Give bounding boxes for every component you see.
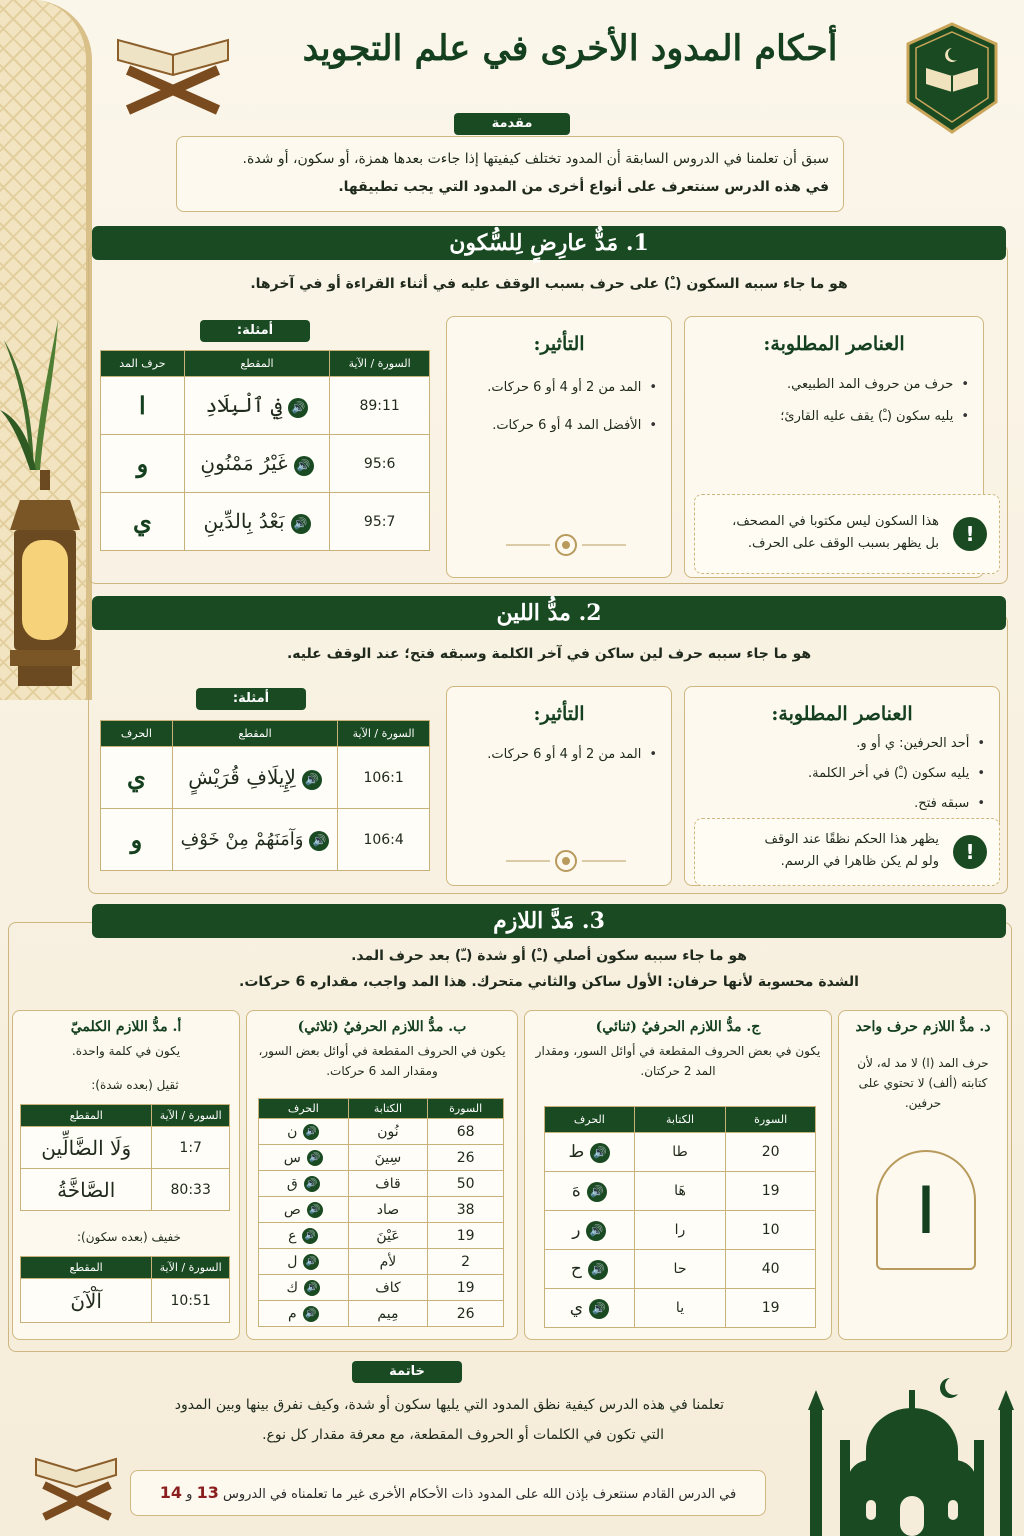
section-2-definition: هو ما جاء سببه حرف لين ساكن في آخر الكلمة وسبقه فتح؛ عند الوقف عليه.	[286, 646, 812, 662]
surah-cell: 26	[428, 1301, 504, 1327]
s1-effect: • المد من 2 أو 4 أو 6 حركات.	[461, 369, 657, 407]
letter-text: ن	[287, 1123, 298, 1140]
s1-note	[694, 494, 1000, 574]
next-lesson-box	[130, 1470, 766, 1516]
ref-cell: 106:1	[338, 747, 430, 809]
page-title: أحكام المدود الأخرى في علم التجويد	[302, 28, 838, 69]
surah-cell: 40	[726, 1250, 816, 1289]
s2-element: • يليه سكون (ـْ) في أخر الكلمة.	[699, 759, 985, 789]
table-row	[101, 747, 430, 809]
letter-cell: ي	[101, 493, 185, 551]
word-cell	[172, 747, 337, 809]
letter-cell: و	[101, 809, 173, 871]
table-row	[101, 377, 430, 435]
letter-text: م	[287, 1305, 297, 1322]
table-row	[21, 1127, 230, 1169]
s3-b-desc: يكون في الحروف المقطعة في أوائل بعض السور، ومقدار المد 6 حركات.	[258, 1044, 506, 1078]
letter-cell	[259, 1249, 349, 1275]
table-row	[259, 1119, 504, 1145]
speaker-icon[interactable]: 🔊	[288, 398, 308, 418]
ref-cell: 106:4	[338, 809, 430, 871]
surah-cell: 2	[428, 1249, 504, 1275]
table-row	[259, 1275, 504, 1301]
intro-box	[176, 136, 844, 212]
col-header: الكتابة	[634, 1107, 726, 1133]
letter-text: ع	[288, 1227, 297, 1244]
speaker-icon[interactable]: 🔊	[590, 1143, 610, 1163]
mosque-silhouette-icon	[800, 1370, 1024, 1536]
letter-text: ل	[287, 1253, 298, 1270]
letter-cell	[545, 1289, 635, 1328]
writing-cell: سِينَ	[348, 1145, 428, 1171]
s3-a-heavy-label: ثقيل (بعده شدة):	[91, 1078, 179, 1092]
letter-cell	[545, 1133, 635, 1172]
surah-cell: 50	[428, 1171, 504, 1197]
letter-cell: ا	[101, 377, 185, 435]
section-3-definition-2: الشدة محسوبة لأنها حرفان: الأول ساكن والثاني متحرك. هذا المد واجب، مقداره 6 حركات.	[239, 974, 859, 990]
letter-cell	[259, 1171, 349, 1197]
letter-text: هَ	[571, 1180, 581, 1201]
speaker-icon[interactable]: 🔊	[302, 770, 322, 790]
speaker-icon[interactable]: 🔊	[294, 456, 314, 476]
table-row	[259, 1197, 504, 1223]
word-cell	[184, 493, 330, 551]
section-1-title: 1. مَدٌّ عارِضٍ لِلسُّكون	[92, 226, 1006, 260]
letter-cell	[545, 1250, 635, 1289]
next-lesson-text: في الدرس القادم سنتعرف بإذن الله على المدود ذات الأحكام الأخرى غير ما تعلمناه في الدروس	[223, 1487, 737, 1502]
s1-note-line-1: هذا السكون ليس مكتوبا في المصحف،	[732, 514, 939, 529]
writing-cell: حا	[634, 1250, 726, 1289]
letter-cell: ي	[101, 747, 173, 809]
speaker-icon[interactable]: 🔊	[307, 1150, 323, 1166]
surah-cell: 19	[428, 1223, 504, 1249]
table-row	[101, 435, 430, 493]
col-header: السورة / الآية	[152, 1105, 230, 1127]
speaker-icon[interactable]: 🔊	[307, 1202, 323, 1218]
speaker-icon[interactable]: 🔊	[304, 1176, 320, 1192]
word-text: وَآمَنَهُمْ مِنْ خَوْفِ	[180, 828, 304, 850]
word-cell	[184, 435, 330, 493]
word-text: فِي ٱلْبِلَادِ	[205, 393, 283, 417]
speaker-icon[interactable]: 🔊	[303, 1306, 319, 1322]
ref-cell: 80:33	[152, 1169, 230, 1211]
ref-cell: 1:7	[152, 1127, 230, 1169]
writing-cell: لأم	[348, 1249, 428, 1275]
letter-cell	[259, 1119, 349, 1145]
writing-cell: عَيْنَ	[348, 1223, 428, 1249]
s1-note-line-2: بل يظهر بسبب الوقف على الحرف.	[747, 536, 939, 551]
col-header: السورة / الآية	[330, 351, 430, 377]
speaker-icon[interactable]: 🔊	[588, 1260, 608, 1280]
writing-cell: را	[634, 1211, 726, 1250]
s1-element: • حرف من حروف المد الطبيعي.	[699, 369, 969, 401]
speaker-icon[interactable]: 🔊	[303, 1124, 319, 1140]
surah-cell: 19	[428, 1275, 504, 1301]
speaker-icon[interactable]: 🔊	[309, 831, 329, 851]
s2-note-line-2: ولو لم يكن ظاهرا في الرسم.	[780, 854, 939, 869]
s1-examples-label: أمثلة:	[200, 320, 310, 342]
s2-note-line-1: يظهر هذا الحكم نظقًا عند الوقف	[764, 832, 939, 847]
writing-cell: هَا	[634, 1172, 726, 1211]
ref-cell: 95:7	[330, 493, 430, 551]
intro-label: مقدمة	[454, 113, 570, 135]
s2-element: • أحد الحرفين: ي أو و.	[699, 729, 985, 759]
plant-icon	[0, 300, 60, 470]
table-row	[21, 1169, 230, 1211]
s2-examples-table	[100, 720, 430, 871]
s3-a-light-table	[20, 1256, 230, 1323]
col-header: المقطع	[172, 721, 337, 747]
section-3-title: 3. مَدَّ اللازم	[92, 904, 1006, 938]
table-row	[545, 1211, 816, 1250]
table-row	[101, 809, 430, 871]
lantern-icon	[2, 470, 88, 690]
col-header: السورة / الآية	[338, 721, 430, 747]
table-row	[259, 1249, 504, 1275]
s3-a-heavy-table	[20, 1104, 230, 1211]
s2-elements-title: العناصر المطلوبة:	[771, 703, 913, 725]
table-row	[545, 1289, 816, 1328]
letter-cell	[259, 1223, 349, 1249]
letter-text: ص	[283, 1201, 301, 1218]
letter-cell	[545, 1211, 635, 1250]
lesson-number: 13	[196, 1483, 219, 1502]
s2-examples-label: أمثلة:	[196, 688, 306, 710]
letter-cell	[545, 1172, 635, 1211]
s1-element: • يليه سكون (ـْ) يقف عليه القارئ؛	[699, 401, 969, 433]
table-row	[21, 1279, 230, 1323]
letter-cell	[259, 1275, 349, 1301]
s3-c-table	[544, 1106, 816, 1328]
s3-c-desc: يكون في بعض الحروف المقطعة في أوائل السور، ومقدار المد 2 حركتان.	[535, 1044, 821, 1078]
intro-line-2: في هذه الدرس سنتعرف على أنواع أخرى من المدود التي يجب تطبيقها.	[338, 179, 829, 195]
col-header: الحرف	[101, 721, 173, 747]
surah-cell: 19	[726, 1172, 816, 1211]
writing-cell: طا	[634, 1133, 726, 1172]
exclamation-icon: !	[953, 835, 987, 869]
writing-cell: مِيم	[348, 1301, 428, 1327]
col-header: الكتابة	[348, 1099, 428, 1119]
speaker-icon[interactable]: 🔊	[303, 1254, 319, 1270]
ref-cell: 95:6	[330, 435, 430, 493]
s2-element: • سبقه فتح.	[699, 789, 985, 819]
writing-cell: كاف	[348, 1275, 428, 1301]
s1-effect-title: التأثير:	[533, 333, 585, 355]
s2-effect: • المد من 2 أو 4 أو 6 حركات.	[461, 739, 657, 771]
conclusion-line-1: تعلمنا في هذه الدرس كيفية نظق المدود التي يليها سكون أو شدة، وكيف نفرق بينها وبين المدود	[174, 1397, 724, 1413]
word-cell: الصَّاخَّةُ	[21, 1169, 152, 1211]
table-row	[259, 1301, 504, 1327]
letter-cell	[259, 1145, 349, 1171]
lesson-number: 14	[159, 1483, 183, 1502]
intro-line-1: سبق أن تعلمنا في الدروس السابقة أن المدود تختلف كيفيتها إذا جاءت بعدها همزة، أو سكون، أو شدة.	[242, 151, 829, 167]
section-2-title: 2. مدُّ اللين	[92, 596, 1006, 630]
writing-cell: قاف	[348, 1171, 428, 1197]
s3-d-desc: حرف المد (ا) لا مد له، لأن كتابته (ألف) لا تحتوي على حرفين.	[857, 1056, 989, 1110]
surah-cell: 20	[726, 1133, 816, 1172]
letter-text: ي	[569, 1297, 583, 1318]
conclusion-line-2: التي تكون في الكلمات أو الحروف المقطعة، مع معرفة مقدار كل نوع.	[262, 1427, 664, 1443]
speaker-icon[interactable]: 🔊	[586, 1221, 606, 1241]
speaker-icon[interactable]: 🔊	[302, 1228, 318, 1244]
flower-ornament-icon	[506, 532, 626, 558]
table-row	[545, 1250, 816, 1289]
letter-text: ق	[286, 1175, 298, 1192]
s3-d-title: د. مدُّ اللازم حرف واحد	[855, 1019, 991, 1035]
surah-cell: 19	[726, 1289, 816, 1328]
section-3-definition-1: هو ما جاء سببه سكون أصلي (ـْ) أو شدة (ـّ) بعد حرف المد.	[351, 948, 747, 964]
table-row	[259, 1171, 504, 1197]
table-row	[545, 1133, 816, 1172]
flower-ornament-icon	[506, 848, 626, 874]
s2-note	[694, 818, 1000, 886]
writing-cell: يا	[634, 1289, 726, 1328]
exclamation-icon: !	[953, 517, 987, 551]
col-header: المقطع	[21, 1105, 152, 1127]
conclusion-label: خاتمة	[352, 1361, 462, 1383]
lesson-and: و	[186, 1487, 193, 1502]
surah-cell: 38	[428, 1197, 504, 1223]
letter-text: ر	[572, 1219, 581, 1240]
s2-effect-title: التأثير:	[533, 703, 585, 725]
s3-b-table	[258, 1098, 504, 1327]
col-header: الحرف	[259, 1099, 349, 1119]
book-emblem-icon	[904, 22, 1000, 134]
letter-cell: و	[101, 435, 185, 493]
col-header: المقطع	[184, 351, 330, 377]
speaker-icon[interactable]: 🔊	[589, 1299, 609, 1319]
surah-cell: 26	[428, 1145, 504, 1171]
quran-stand-icon	[108, 20, 238, 116]
s3-c-title: ج. مدُّ اللازم الحرفيُ (ثنائي)	[595, 1019, 761, 1035]
big-alif: ا	[876, 1150, 976, 1270]
col-header: حرف المد	[101, 351, 185, 377]
ref-cell: 10:51	[152, 1279, 230, 1323]
col-header: المقطع	[21, 1257, 152, 1279]
letter-text: ط	[568, 1141, 585, 1162]
s1-effect: • الأفضل المد 4 أو 6 حركات.	[461, 407, 657, 445]
speaker-icon[interactable]: 🔊	[304, 1280, 320, 1296]
table-row	[259, 1223, 504, 1249]
letter-text: س	[283, 1149, 301, 1166]
table-row	[545, 1172, 816, 1211]
writing-cell: صاد	[348, 1197, 428, 1223]
surah-cell: 10	[726, 1211, 816, 1250]
conclusion-text	[64, 1390, 724, 1450]
word-text: لِإِيلَافِ قُرَيْشٍ	[188, 765, 296, 789]
section-1-definition: هو ما جاء سببه السكون (ـْ) على حرف بسبب الوقف عليه في أثناء القراءة أو في آخرها.	[250, 276, 848, 292]
surah-cell: 68	[428, 1119, 504, 1145]
col-header: الحرف	[545, 1107, 635, 1133]
word-cell	[184, 377, 330, 435]
s3-b-title: ب. مدُّ اللازم الحرفيُ (ثلاثي)	[297, 1019, 467, 1035]
ref-cell: 89:11	[330, 377, 430, 435]
s3-a-title: أ. مدُّ اللازم الكلميّ	[70, 1019, 182, 1035]
col-header: السورة	[428, 1099, 504, 1119]
quran-stand-icon-bottom	[30, 1445, 122, 1521]
speaker-icon[interactable]: 🔊	[291, 514, 311, 534]
word-text: غَيْرُ مَمْنُونِ	[200, 451, 288, 475]
col-header: السورة	[726, 1107, 816, 1133]
s3-a-light-label: خفيف (بعده سكون):	[77, 1230, 181, 1244]
col-header: السورة / الآية	[152, 1257, 230, 1279]
word-cell	[172, 809, 337, 871]
s1-examples-table	[100, 350, 430, 551]
letter-cell	[259, 1197, 349, 1223]
letter-text: ك	[286, 1279, 299, 1296]
word-cell: وَلَا الضَّالِّين	[21, 1127, 152, 1169]
table-row	[101, 493, 430, 551]
s1-elements-title: العناصر المطلوبة:	[763, 333, 905, 355]
speaker-icon[interactable]: 🔊	[587, 1182, 607, 1202]
word-cell: آلْآنَ	[21, 1279, 152, 1323]
s3-a-desc: يكون في كلمة واحدة.	[71, 1044, 181, 1058]
table-row	[259, 1145, 504, 1171]
writing-cell: نُون	[348, 1119, 428, 1145]
letter-text: ح	[570, 1258, 582, 1279]
word-text: بَعْدُ بِالدِّينِ	[203, 509, 285, 533]
letter-cell	[259, 1301, 349, 1327]
